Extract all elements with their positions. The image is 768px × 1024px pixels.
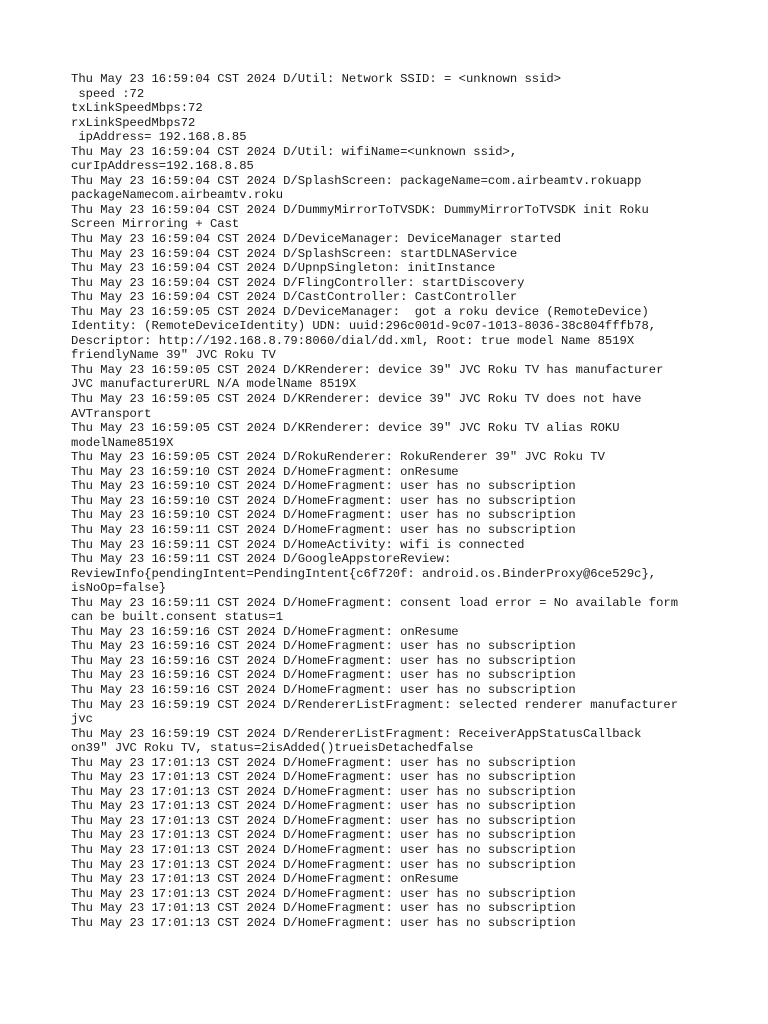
log-line: Thu May 23 17:01:13 CST 2024 D/HomeFragment: user has no subscription <box>71 842 576 857</box>
log-line: Thu May 23 16:59:10 CST 2024 D/HomeFragment: user has no subscription <box>71 493 576 508</box>
log-line: Thu May 23 16:59:05 CST 2024 D/KRenderer: device 39" JVC Roku TV does not have <box>71 392 642 407</box>
log-line: Thu May 23 16:59:10 CST 2024 D/HomeFragment: user has no subscription <box>71 479 576 494</box>
log-line: ipAddress= 192.168.8.85 <box>71 130 247 145</box>
log-line: Thu May 23 17:01:13 CST 2024 D/HomeFragment: user has no subscription <box>71 755 576 770</box>
log-line: Thu May 23 17:01:13 CST 2024 D/HomeFragment: user has no subscription <box>71 770 576 785</box>
log-line: Thu May 23 16:59:16 CST 2024 D/HomeFragment: user has no subscription <box>71 668 576 683</box>
log-line: Thu May 23 16:59:04 CST 2024 D/UpnpSingleton: initInstance <box>71 261 496 276</box>
log-line: Thu May 23 17:01:13 CST 2024 D/HomeFragment: user has no subscription <box>71 857 576 872</box>
log-line: Thu May 23 16:59:05 CST 2024 D/RokuRenderer: RokuRenderer 39" JVC Roku TV <box>71 450 605 465</box>
log-line: Thu May 23 16:59:04 CST 2024 D/FlingController: startDiscovery <box>71 275 525 290</box>
log-line: modelName8519X <box>71 435 174 450</box>
log-line: Thu May 23 17:01:13 CST 2024 D/HomeFragment: user has no subscription <box>71 901 576 916</box>
log-line: Thu May 23 16:59:19 CST 2024 D/RendererListFragment: selected renderer manufacturer <box>71 697 679 712</box>
log-line: ReviewInfo{pendingIntent=PendingIntent{c6f720f: android.os.BinderProxy@6ce529c}, <box>71 566 657 581</box>
log-line: packageNamecom.airbeamtv.roku <box>71 188 284 203</box>
log-line: Thu May 23 16:59:05 CST 2024 D/KRenderer: device 39" JVC Roku TV alias ROKU <box>71 421 620 436</box>
log-line: Thu May 23 17:01:13 CST 2024 D/HomeFragment: user has no subscription <box>71 799 576 814</box>
log-line: Thu May 23 17:01:13 CST 2024 D/HomeFragment: onResume <box>71 872 459 887</box>
log-line: Thu May 23 16:59:04 CST 2024 D/SplashScreen: startDLNAService <box>71 246 518 261</box>
log-line: Thu May 23 16:59:11 CST 2024 D/GoogleAppstoreReview: <box>71 552 452 567</box>
log-line: curIpAddress=192.168.8.85 <box>71 159 254 174</box>
log-line: isNoOp=false} <box>71 581 167 596</box>
log-line: Thu May 23 16:59:19 CST 2024 D/RendererListFragment: ReceiverAppStatusCallback <box>71 726 642 741</box>
log-line: rxLinkSpeedMbps72 <box>71 115 196 130</box>
log-text-block <box>71 72 711 930</box>
log-line: Thu May 23 16:59:10 CST 2024 D/HomeFragment: user has no subscription <box>71 508 576 523</box>
log-line: Thu May 23 16:59:05 CST 2024 D/DeviceManager: got a roku device (RemoteDevice) <box>71 304 649 319</box>
log-line: friendlyName 39" JVC Roku TV <box>71 348 276 363</box>
log-line: Thu May 23 17:01:13 CST 2024 D/HomeFragment: user has no subscription <box>71 784 576 799</box>
log-line: Thu May 23 16:59:16 CST 2024 D/HomeFragment: user has no subscription <box>71 653 576 668</box>
log-line: Thu May 23 16:59:04 CST 2024 D/CastController: CastController <box>71 290 518 305</box>
log-line: AVTransport <box>71 406 152 421</box>
log-line: txLinkSpeedMbps:72 <box>71 101 203 116</box>
log-line: Thu May 23 16:59:10 CST 2024 D/HomeFragment: onResume <box>71 464 459 479</box>
log-line: JVC manufacturerURL N/A modelName 8519X <box>71 377 357 392</box>
log-line: Thu May 23 16:59:16 CST 2024 D/HomeFragment: onResume <box>71 624 459 639</box>
log-line: Thu May 23 16:59:16 CST 2024 D/HomeFragment: user has no subscription <box>71 639 576 654</box>
log-line: Thu May 23 16:59:16 CST 2024 D/HomeFragment: user has no subscription <box>71 682 576 697</box>
log-line: Thu May 23 16:59:11 CST 2024 D/HomeActivity: wifi is connected <box>71 537 525 552</box>
log-line: Thu May 23 16:59:04 CST 2024 D/DeviceManager: DeviceManager started <box>71 232 562 247</box>
log-line: can be built.consent status=1 <box>71 610 284 625</box>
log-line: Thu May 23 17:01:13 CST 2024 D/HomeFragment: user has no subscription <box>71 886 576 901</box>
log-line: Identity: (RemoteDeviceIdentity) UDN: uuid:296c001d-9c07-1013-8036-38c804fffb78, <box>71 319 657 334</box>
log-line: Thu May 23 16:59:04 CST 2024 D/Util: Network SSID: = <unknown ssid> <box>71 72 562 86</box>
log-line: Descriptor: http://192.168.8.79:8060/dial/dd.xml, Root: true model Name 8519X <box>71 333 635 348</box>
log-line: speed :72 <box>71 86 145 101</box>
log-line: Thu May 23 17:01:13 CST 2024 D/HomeFragment: user has no subscription <box>71 915 576 930</box>
log-line: Thu May 23 17:01:13 CST 2024 D/HomeFragment: user has no subscription <box>71 828 576 843</box>
log-line: Screen Mirroring + Cast <box>71 217 240 232</box>
log-line: Thu May 23 16:59:05 CST 2024 D/KRenderer: device 39" JVC Roku TV has manufacturer <box>71 362 664 377</box>
log-line: Thu May 23 16:59:04 CST 2024 D/Util: wifiName=<unknown ssid>, <box>71 144 518 159</box>
log-line: on39" JVC Roku TV, status=2isAdded()trueisDetachedfalse <box>71 741 474 756</box>
log-line: jvc <box>71 712 93 727</box>
log-line: Thu May 23 16:59:11 CST 2024 D/HomeFragment: consent load error = No available form <box>71 595 679 610</box>
log-line: Thu May 23 17:01:13 CST 2024 D/HomeFragment: user has no subscription <box>71 813 576 828</box>
log-line: Thu May 23 16:59:04 CST 2024 D/SplashScreen: packageName=com.airbeamtv.rokuapp <box>71 173 642 188</box>
log-line: Thu May 23 16:59:04 CST 2024 D/DummyMirrorToTVSDK: DummyMirrorToTVSDK init Roku <box>71 202 649 217</box>
log-line: Thu May 23 16:59:11 CST 2024 D/HomeFragment: user has no subscription <box>71 522 576 537</box>
